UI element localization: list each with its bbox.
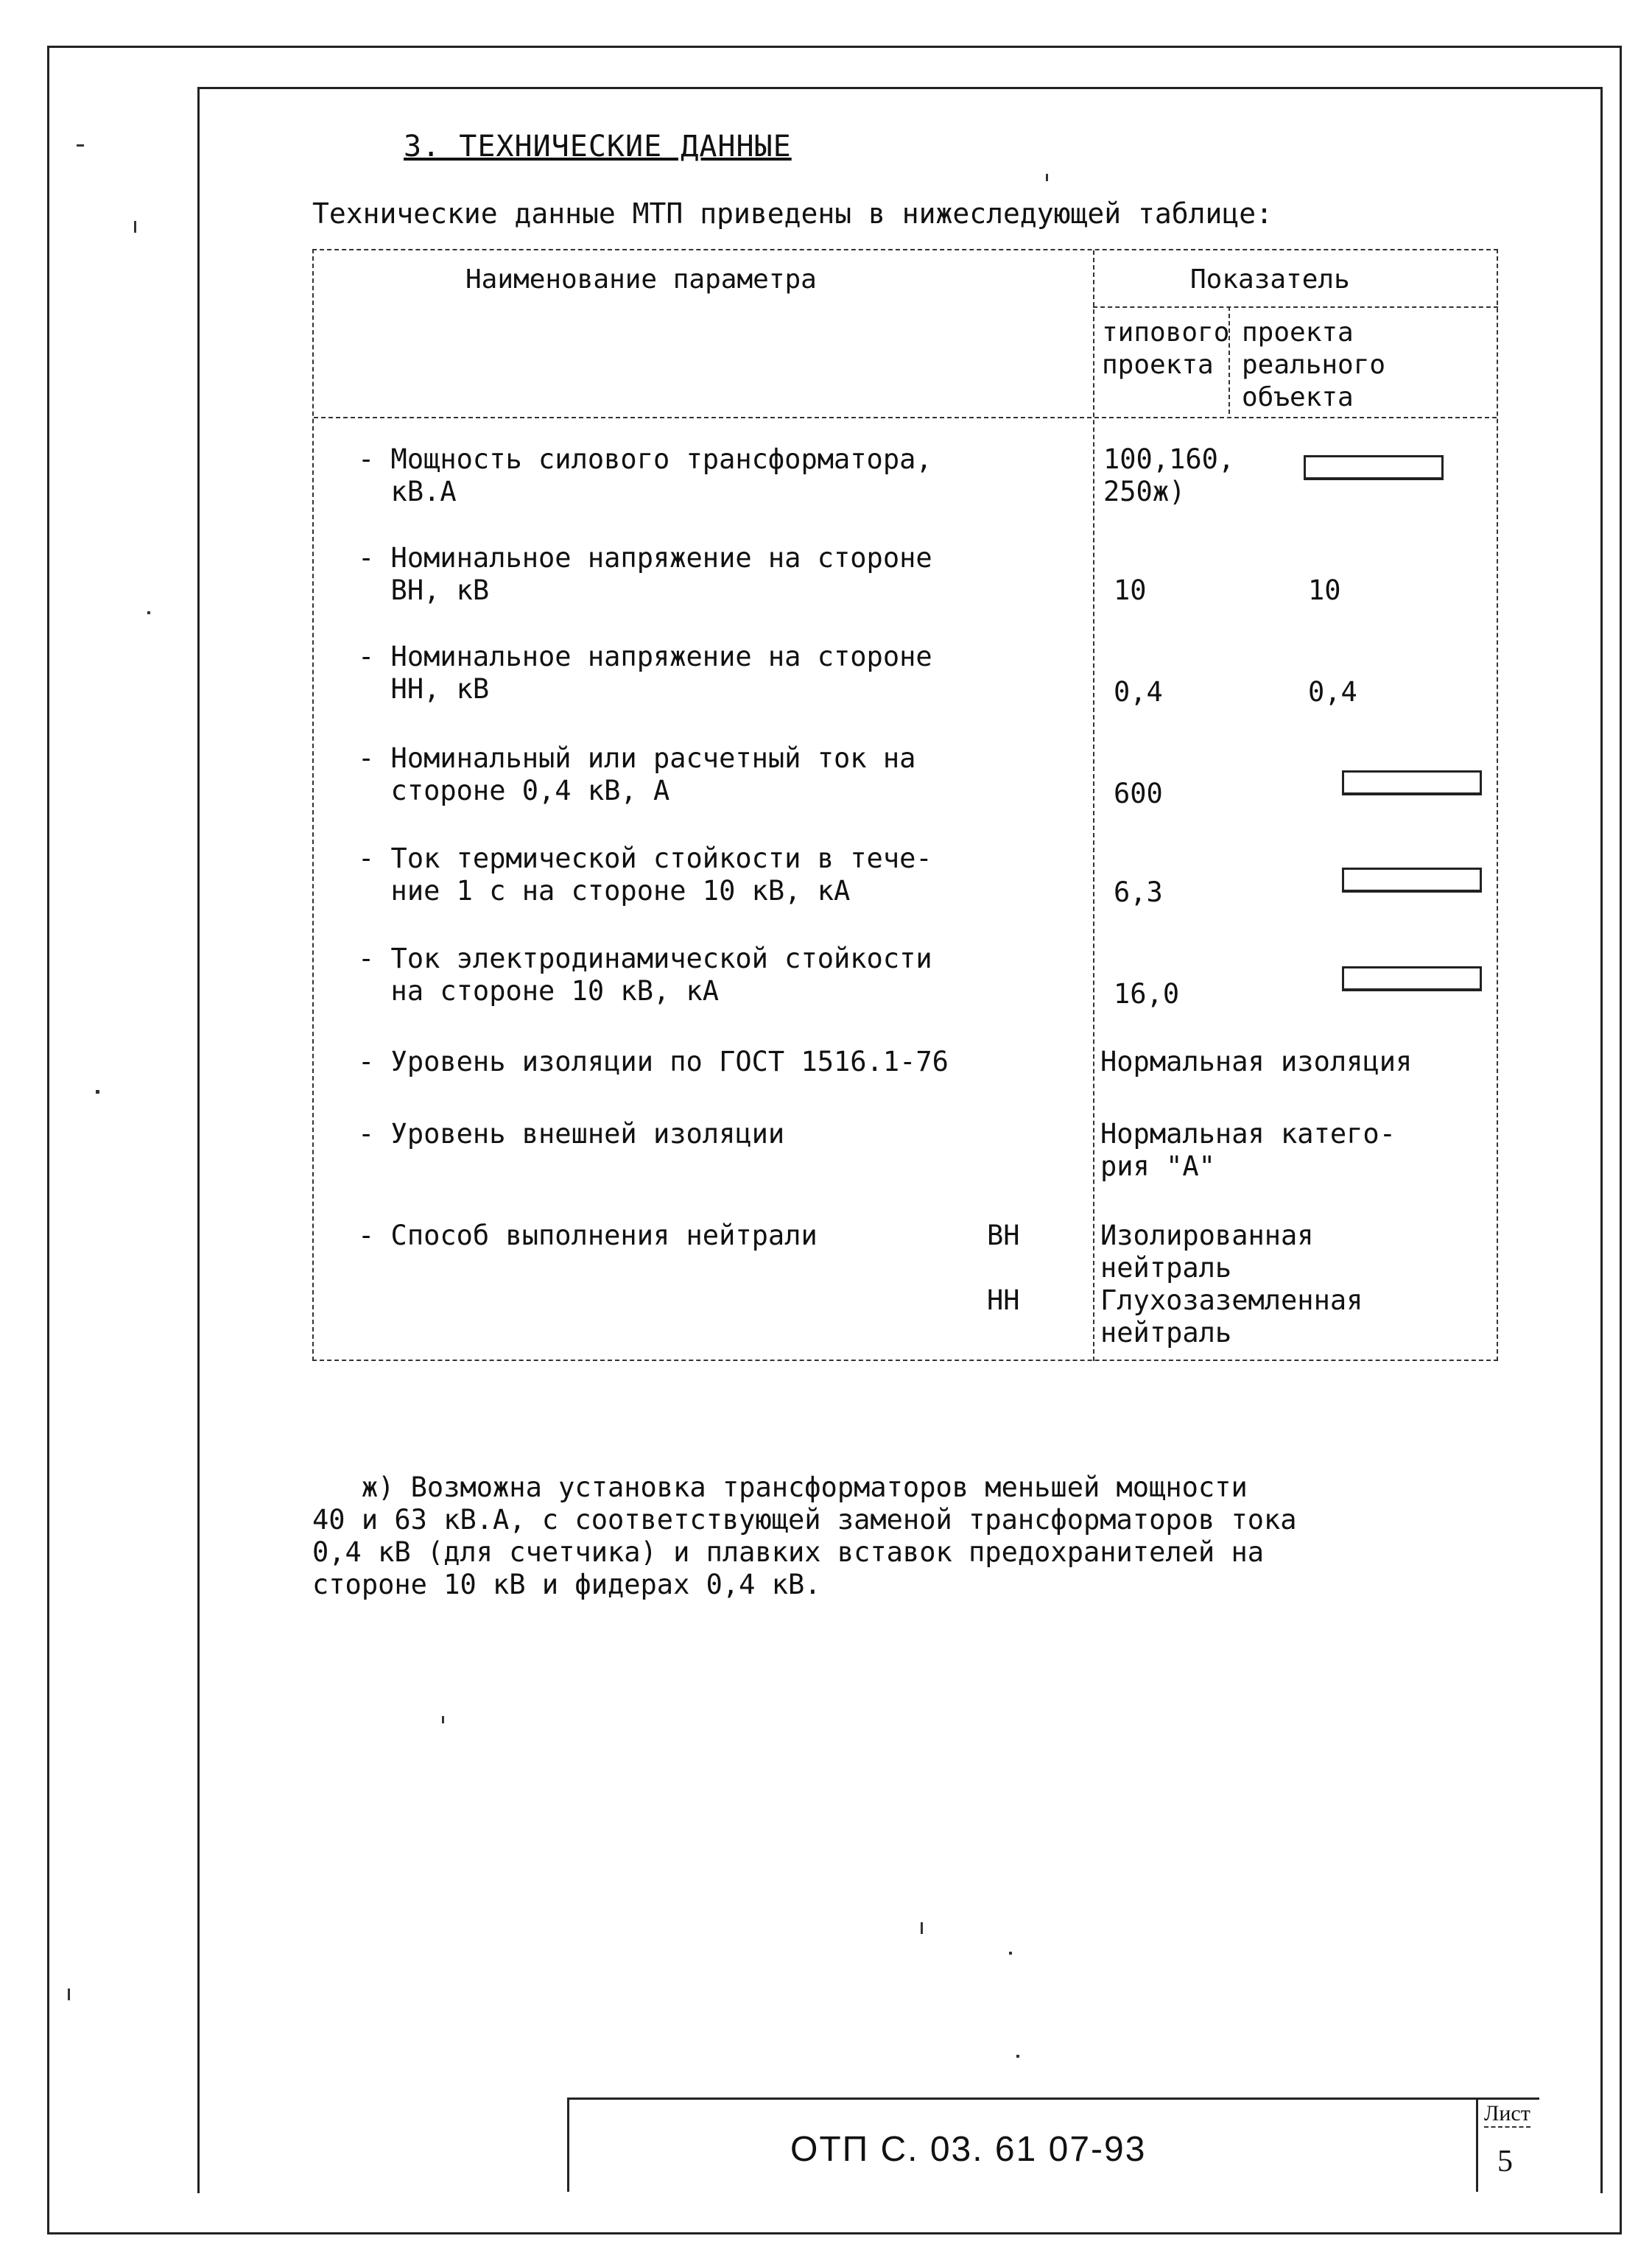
row-7-value: Нормальная изоляция [1100, 1046, 1413, 1077]
row-1-real-blank [1304, 455, 1444, 480]
scan-speck [921, 1922, 923, 1934]
row-1-name: - Мощность силового трансформатора, кВ.А [358, 443, 932, 507]
row-3-real: 0,4 [1308, 676, 1357, 708]
table-divider-indicator [1093, 306, 1498, 308]
sheet-label: Лист [1484, 2101, 1530, 2128]
row-2-name: - Номинальное напряжение на стороне ВН, кВ [358, 542, 932, 606]
title-block-stamp [567, 2098, 1539, 2192]
row-4-name: - Номинальный или расчетный ток на стороне 0,4 кВ, А [358, 742, 916, 806]
row-2-real: 10 [1308, 574, 1341, 606]
row-9-sub-hh: НН [987, 1284, 1020, 1316]
row-3-name: - Номинальное напряжение на стороне НН, кВ [358, 641, 932, 705]
row-5-typical: 6,3 [1114, 876, 1163, 908]
header-typical: типового проекта [1102, 317, 1230, 380]
row-4-typical: 600 [1114, 778, 1163, 809]
scan-speck [77, 144, 84, 147]
row-5-real-blank [1342, 868, 1482, 893]
row-2-typical: 10 [1114, 574, 1147, 606]
technical-data-table [312, 249, 1498, 1361]
row-6-typical: 16,0 [1114, 978, 1180, 1010]
scan-speck [134, 221, 136, 233]
row-4-real-blank [1342, 770, 1482, 795]
row-3-typical: 0,4 [1114, 676, 1163, 708]
scan-speck [68, 1989, 70, 2000]
row-8-value: Нормальная катего- рия "А" [1100, 1118, 1396, 1182]
row-9-sub-bh: ВН [987, 1220, 1020, 1251]
scan-speck [1046, 174, 1048, 181]
row-9-value-hh: Глухозаземленная нейтраль [1100, 1284, 1363, 1348]
scan-speck [96, 1090, 99, 1094]
sheet-box [1476, 2100, 1539, 2192]
intro-text: Технические данные МТП приведены в нижеследующей таблице: [312, 197, 1273, 230]
scan-speck [442, 1716, 444, 1723]
row-9-name: - Способ выполнения нейтрали [358, 1220, 818, 1251]
row-7-name: - Уровень изоляции по ГОСТ 1516.1-76 [358, 1046, 949, 1077]
scan-speck [1016, 2055, 1019, 2058]
section-title: 3. ТЕХНИЧЕСКИЕ ДАННЫЕ [404, 130, 792, 163]
row-5-name: - Ток термической стойкости в тече- ние 1 с на стороне 10 кВ, кА [358, 843, 932, 907]
footnote-text: ж) Возможна установка трансформаторов меньшей мощности 40 и 63 кВ.А, с соответствующей заменой трансформаторов тока 0,4 кВ (для счетчика) и плавких вставок предохранителей на стороне 10 кВ и фидерах 0,4 кВ. [312, 1471, 1297, 1600]
scan-speck [1009, 1952, 1012, 1955]
row-6-real-blank [1342, 966, 1482, 991]
sheet-number: 5 [1497, 2145, 1513, 2179]
document-code: ОТП С. 03. 61 07-93 [790, 2130, 1147, 2169]
header-real: проекта реального объекта [1242, 317, 1386, 412]
row-1-typical: 100,160, 250ж) [1103, 443, 1235, 507]
header-indicator: Показатель [1190, 264, 1350, 295]
row-8-name: - Уровень внешней изоляции [358, 1118, 785, 1150]
row-9-value-bh: Изолированная нейтраль [1100, 1220, 1314, 1284]
scan-speck [147, 611, 150, 614]
header-param: Наименование параметра [465, 264, 817, 295]
table-header-divider [314, 417, 1497, 418]
row-6-name: - Ток электродинамической стойкости на стороне 10 кВ, кА [358, 943, 932, 1007]
